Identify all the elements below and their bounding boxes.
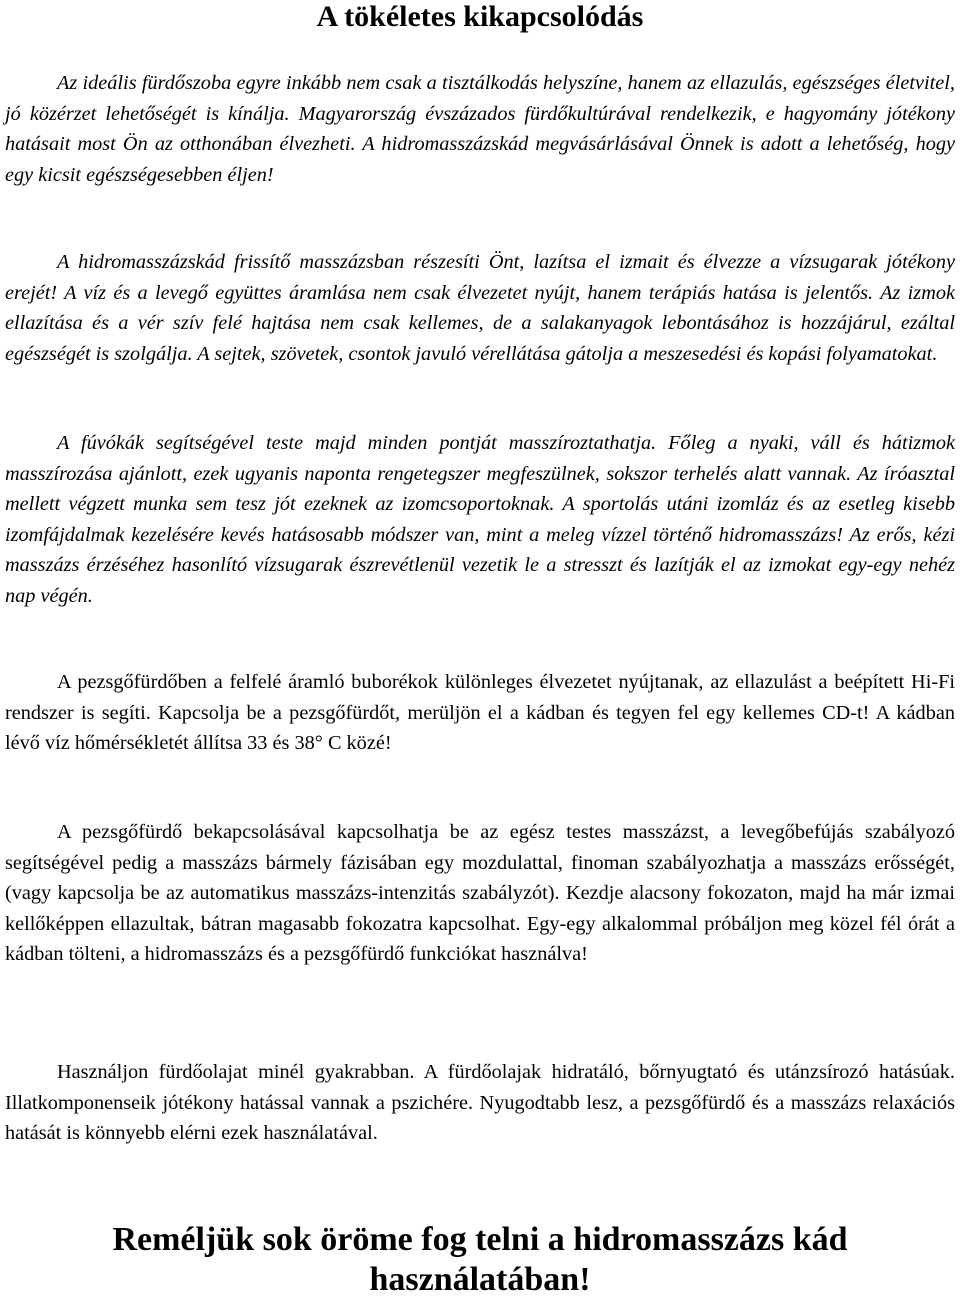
bath-oil-paragraph: Használjon fürdőolajat minél gyakrabban. A fürdőolajak hidratáló, bőrnyugtató és utánzsírozó hatásúak. Illatkomponenseik jótékony hatással vannak a pszichére. Nyugodtabb lesz, a pezsgőfürdő és a masszázs relaxációs hatását is könnyebb elérni ezek használatával. xyxy=(5,1061,955,1144)
document-title: A tökéletes kikapcsolódás xyxy=(316,0,644,33)
document-page xyxy=(5,0,955,1298)
massage-control-paragraph: A pezsgőfürdő bekapcsolásával kapcsolhatja be az egész testes masszázst, a levegőbefújás szabályozó segítségével pedig a masszázs bármely fázisában egy mozdulattal, finoman szabályozhatja a masszázs erősségét, (vagy kapcsolja be az automatikus masszázs-intenzitás szabályzót). Kezdje alacsony fokozaton, majd ha már izmai kellőképpen ellazultak, bátran magasabb fokozatra kapcsolhat. Egy-egy alkalommal próbáljon meg közel fél órát a kádban tölteni, a hidromasszázs és a pezsgőfürdő funkciókat használva! xyxy=(5,821,955,965)
nozzles-paragraph: A fúvókák segítségével teste majd minden pontját masszíroztathatja. Főleg a nyaki, váll és hátizmok masszírozása ajánlott, ezek ugyanis naponta rengetegszer megfeszülnek, sokszor terhelés alatt vannak. Az íróasztal mellett végzett munka sem tesz jót ezeknek az izomcsoportoknak. A sportolás utáni izomláz és az esetleg kisebb izomfájdalmak kezelésére kevés hatásosabb módszer van, mint a meleg vízzel történő hidromasszázs! Az erős, kézi masszázs érzéséhez hasonlító vízsugarak észrevétlenül vezetik le a stresszt és lazítják el az izmokat egy-egy nehéz nap végén. xyxy=(5,432,955,607)
intro-paragraph: Az ideális fürdőszoba egyre inkább nem csak a tisztálkodás helyszíne, hanem az ellazulás, egészséges életvitel, jó közérzet lehetőségét is kínálja. Magyarország évszázados fürdőkultúrával rendelkezik, e hagyomány jótékony hatásait most Ön az otthonában élvezheti. A hidromasszázskád megvásárlásával Önnek is adott a lehetőség, hogy egy kicsit egészségesebben éljen! xyxy=(5,72,955,186)
massage-benefits-paragraph: A hidromasszázskád frissítő masszázsban részesíti Önt, lazítsa el izmait és élvezze a vízsugarak jótékony erejét! A víz és a levegő együttes áramlása nem csak élvezetet nyújt, hanem terápiás hatása is jelentős. Az izmok ellazítása és a vér szív felé hajtása nem csak kellemes, de a salakanyagok lebontásához is hozzájárul, ezáltal egészségét is szolgálja. A sejtek, szövetek, csontok javuló vérellátása gátolja a meszesedési és kopási folyamatokat. xyxy=(5,251,955,365)
closing-message: Reméljük sok öröme fog telni a hidromasszázs kád használatában! xyxy=(112,1221,848,1298)
bubble-bath-paragraph: A pezsgőfürdőben a felfelé áramló buborékok különleges élvezetet nyújtanak, az ellazulást a beépített Hi-Fi rendszer is segíti. Kapcsolja be a pezsgőfürdőt, merüljön el a kádban és tegyen fel egy kellemes CD-t! A kádban lévő víz hőmérsékletét állítsa 33 és 38° C közé! xyxy=(5,671,955,754)
